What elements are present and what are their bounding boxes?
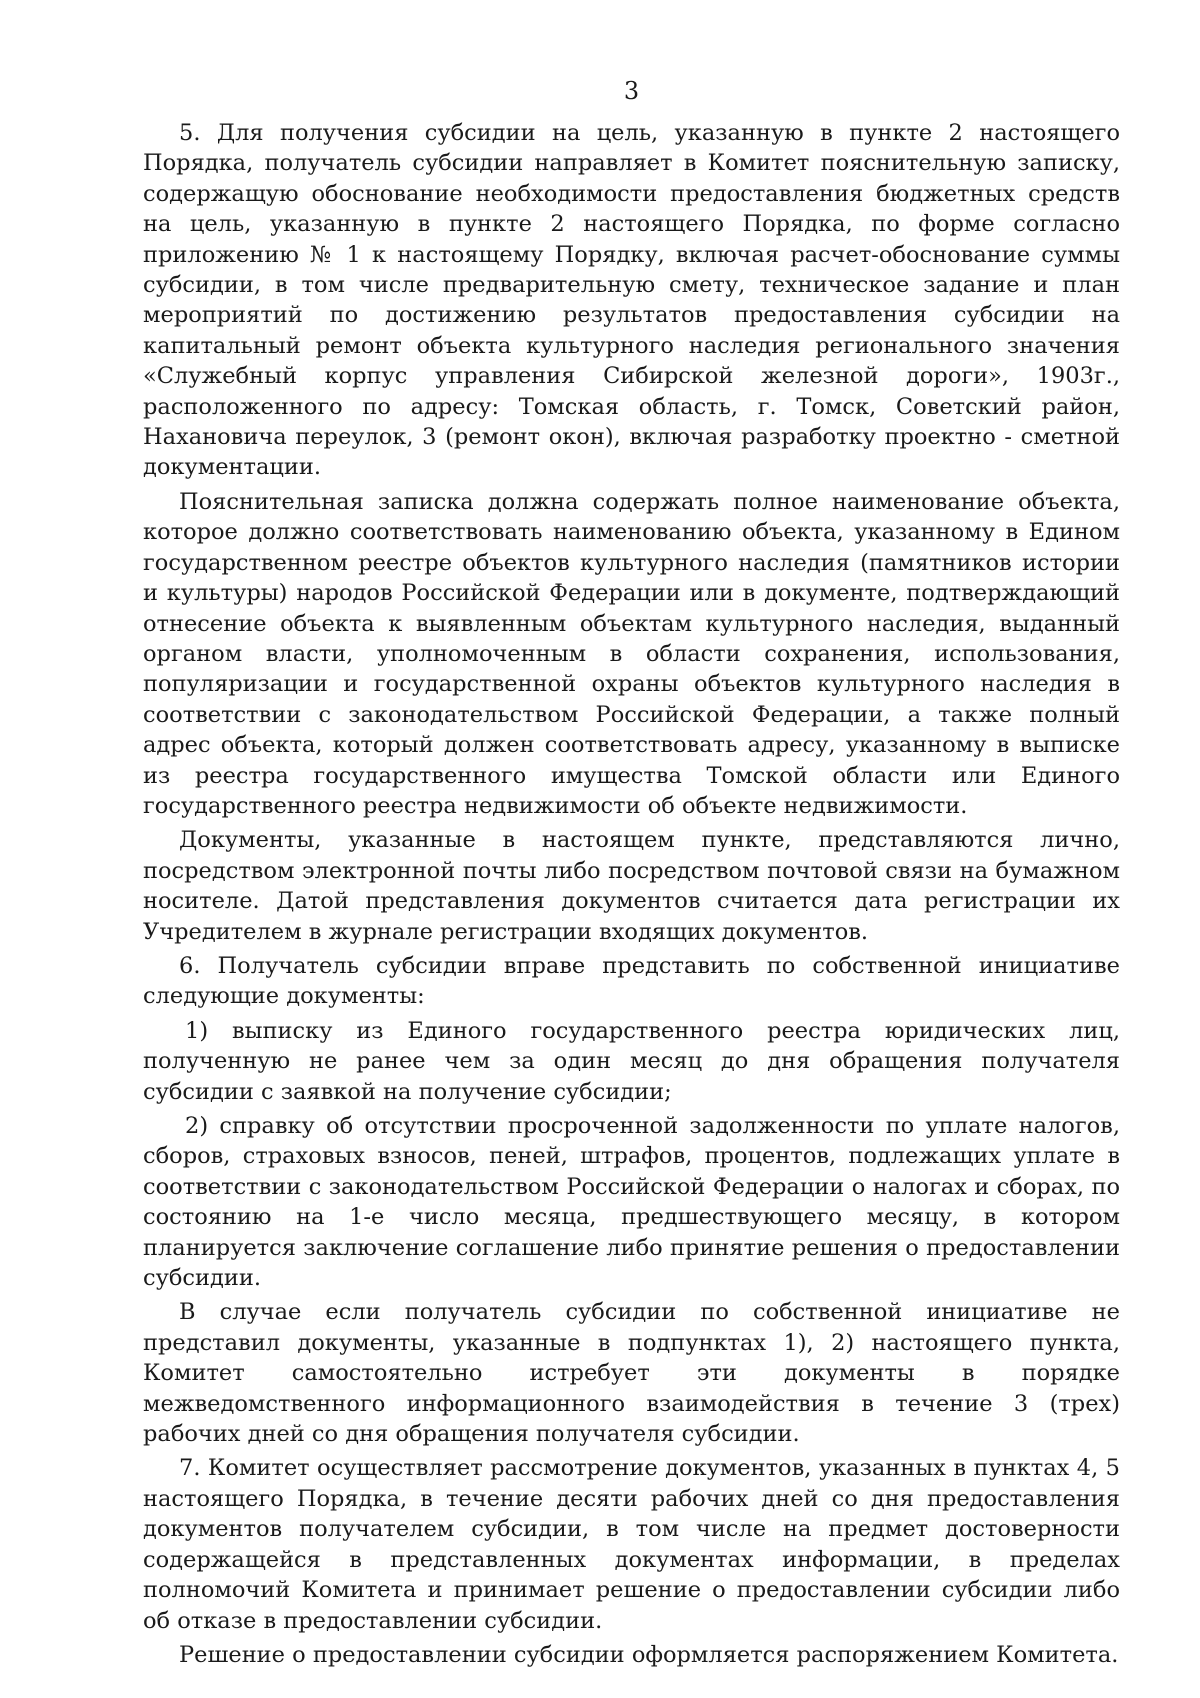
paragraph-item-6: 6. Получатель субсидии вправе представить по собственной инициативе следующие документы: xyxy=(143,952,1120,1010)
paragraph-item-5: 5. Для получения субсидии на цель, указанную в пункте 2 настоящего Порядка, получатель субсидии направляет в Комитет пояснительную записку, содержащую обоснование необходимости предоставления бюджетных средств на цель, указанную в пункте 2 настоящего Порядка, по форме согласно приложению № 1 к настоящему Порядку, включая расчет-обоснование суммы субсидии, в том числе предварительную смету, техническое задание и план мероприятий по достижению результатов предоставления субсидии на капитальный ремонт объекта культурного наследия регионального значения «Служебный корпус управления Сибирской железной дороги», 1903г., расположенного по адресу: Томская область, г. Томск, Советский район, Нахановича переулок, 3 (ремонт окон), включая разработку проектно - сметной документации. xyxy=(143,120,1120,481)
page-number: 3 xyxy=(623,77,640,105)
subparagraph-1: 1) выписку из Единого государственного реестра юридических лиц, полученную не ранее чем за один месяц до дня обращения получателя субсидии с заявкой на получение субсидии; xyxy=(143,1017,1120,1105)
paragraph-item-7: 7. Комитет осуществляет рассмотрение документов, указанных в пунктах 4, 5 настоящего Порядка, в течение десяти рабочих дней со дня предоставления документов получателем субсидии, в том числе на предмет достоверности содержащейся в представленных документах информации, в пределах полномочий Комитета и принимает решение о предоставлении субсидии либо об отказе в предоставлении субсидии. xyxy=(143,1455,1120,1634)
paragraph-document-submission: Документы, указанные в настоящем пункте, представляются лично, посредством электронной почты либо посредством почтовой связи на бумажном носителе. Датой представления документов считается дата регистрации их Учредителем в журнале регистрации входящих документов. xyxy=(143,827,1120,945)
document-page xyxy=(143,76,1120,1670)
paragraph-interagency-request: В случае если получатель субсидии по собственной инициативе не представил документы, указанные в подпунктах 1), 2) настоящего пункта, Комитет самостоятельно истребует эти документы в порядке межведомственного информационного взаимодействия в течение 3 (трех) рабочих дней со дня обращения получателя субсидии. xyxy=(143,1299,1120,1448)
subparagraph-2: 2) справку об отсутствии просроченной задолженности по уплате налогов, сборов, страховых взносов, пеней, штрафов, процентов, подлежащих уплате в соответствии с законодательством Российской Федерации о налогах и сборах, по состоянию на 1-е число месяца, предшествующего месяцу, в котором планируется заключение соглашение либо принятие решения о предоставлении субсидии. xyxy=(143,1113,1120,1292)
paragraph-explanatory-note: Пояснительная записка должна содержать полное наименование объекта, которое должно соответствовать наименованию объекта, указанному в Едином государственном реестре объектов культурного наследия (памятников истории и культуры) народов Российской Федерации или в документе, подтверждающий отнесение объекта к выявленным объектам культурного наследия, выданный органом власти, уполномоченным в области сохранения, использования, популяризации и государственной охраны объектов культурного наследия в соответствии с законодательством Российской Федерации, а также полный адрес объекта, который должен соответствовать адресу, указанному в выписке из реестра государственного имущества Томской области или Единого государственного реестра недвижимости об объекте недвижимости. xyxy=(143,488,1120,819)
paragraph-decision: Решение о предоставлении субсидии оформляется распоряжением Комитета. xyxy=(179,1641,1119,1668)
